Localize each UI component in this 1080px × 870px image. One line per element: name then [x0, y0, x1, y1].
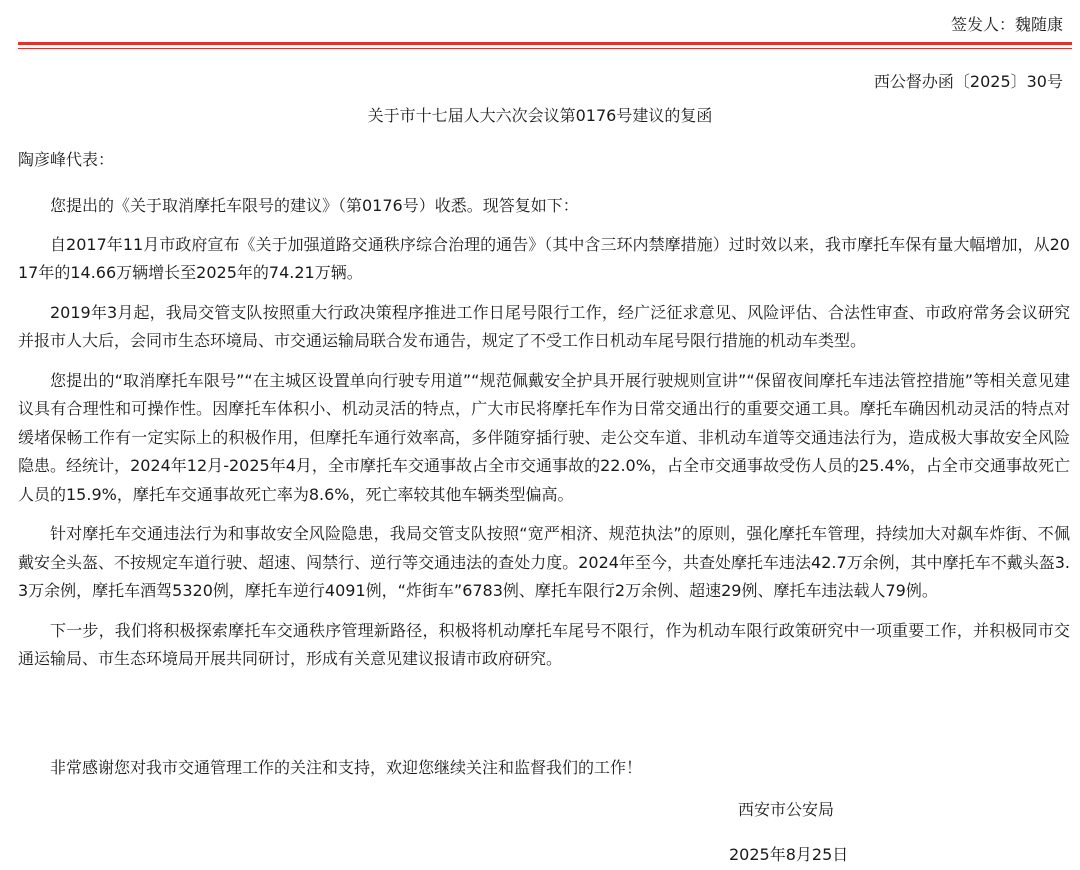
red-header-rule-thick: [18, 42, 1072, 45]
issue-date: 2025年8月25日: [729, 845, 849, 864]
signer-line: 签发人：魏随康: [950, 15, 1063, 34]
closing-remark: 非常感谢您对我市交通管理工作的关注和支持，欢迎您继续关注和监督我们的工作！: [50, 758, 643, 777]
body-paragraph: 您提出的《关于取消摩托车限号的建议》（第0176号）收悉。现答复如下：: [50, 196, 579, 215]
letter-body: [18, 192, 1070, 685]
salutation: 陶彦峰代表：: [18, 150, 115, 169]
body-paragraph: 自2017年11月市政府宣布《关于加强道路交通秩序综合治理的通告》（其中含三环内禁摩措施）过时效以来，我市摩托车保有量大幅增加，从2017年的14.66万辆增长至2025年的74.21万辆。: [18, 234, 1070, 282]
document-number: 西公督办函〔2025〕30号: [873, 72, 1063, 91]
body-paragraph: 2019年3月起，我局交管支队按照重大行政决策程序推进工作日尾号限行工作，经广泛征求意见、风险评估、合法性审查、市政府常务会议研究并报市人大后，会同市生态环境局、市交通运输局联合发布通告，规定了不受工作日机动车尾号限行措施的机动车类型。: [18, 302, 1070, 350]
body-paragraph: 下一步，我们将积极探索摩托车交通秩序管理新路径，积极将机动摩托车尾号不限行，作为机动车限行政策研究中一项重要工作，并积极同市交通运输局、市生态环境局开展共同研讨，形成有关意见建议报请市政府研究。: [18, 620, 1070, 668]
body-paragraph: 您提出的“取消摩托车限号”“在主城区设置单向行驶专用道”“规范佩戴安全护具开展行驶规则宣讲”“保留夜间摩托车违法管控措施”等相关意见建议具有合理性和可操作性。因摩托车体积小、机动灵活的特点，广大市民将摩托车作为日常交通出行的重要交通工具。摩托车确因机动灵活的特点对缓堵保畅工作有一定实际上的积极作用，但摩托车通行效率高，多伴随穿插行驶、走公交车道、非机动车道等交通违法行为，造成极大事故安全风险隐患。经统计，2024年12月-2025年4月，全市摩托车交通事故占全市交通事故的22.0%，占全市交通事故受伤人员的25.4%，占全市交通事故死亡人员的15.9%，摩托车交通事故死亡率为8.6%，死亡率较其他车辆类型偏高。: [18, 370, 1070, 504]
red-header-rule-thin: [18, 48, 1072, 49]
document-title: 关于市十七届人大六次会议第0176号建议的复函: [367, 106, 713, 125]
body-paragraph: 针对摩托车交通违法行为和事故安全风险隐患，我局交管支队按照“宽严相济、规范执法”的原则，强化摩托车管理，持续加大对飙车炸街、不佩戴安全头盔、不按规定车道行驶、超速、闯禁行、逆行等交通违法的查处力度。2024年至今，共查处摩托车违法42.7万余例，其中摩托车不戴头盔3.3万余例，摩托车酒驾5320例，摩托车逆行4091例，“炸街车”6783例、摩托车限行2万余例、超速29例、摩托车违法载人79例。: [18, 524, 1070, 600]
issuing-organization: 西安市公安局: [738, 800, 835, 819]
